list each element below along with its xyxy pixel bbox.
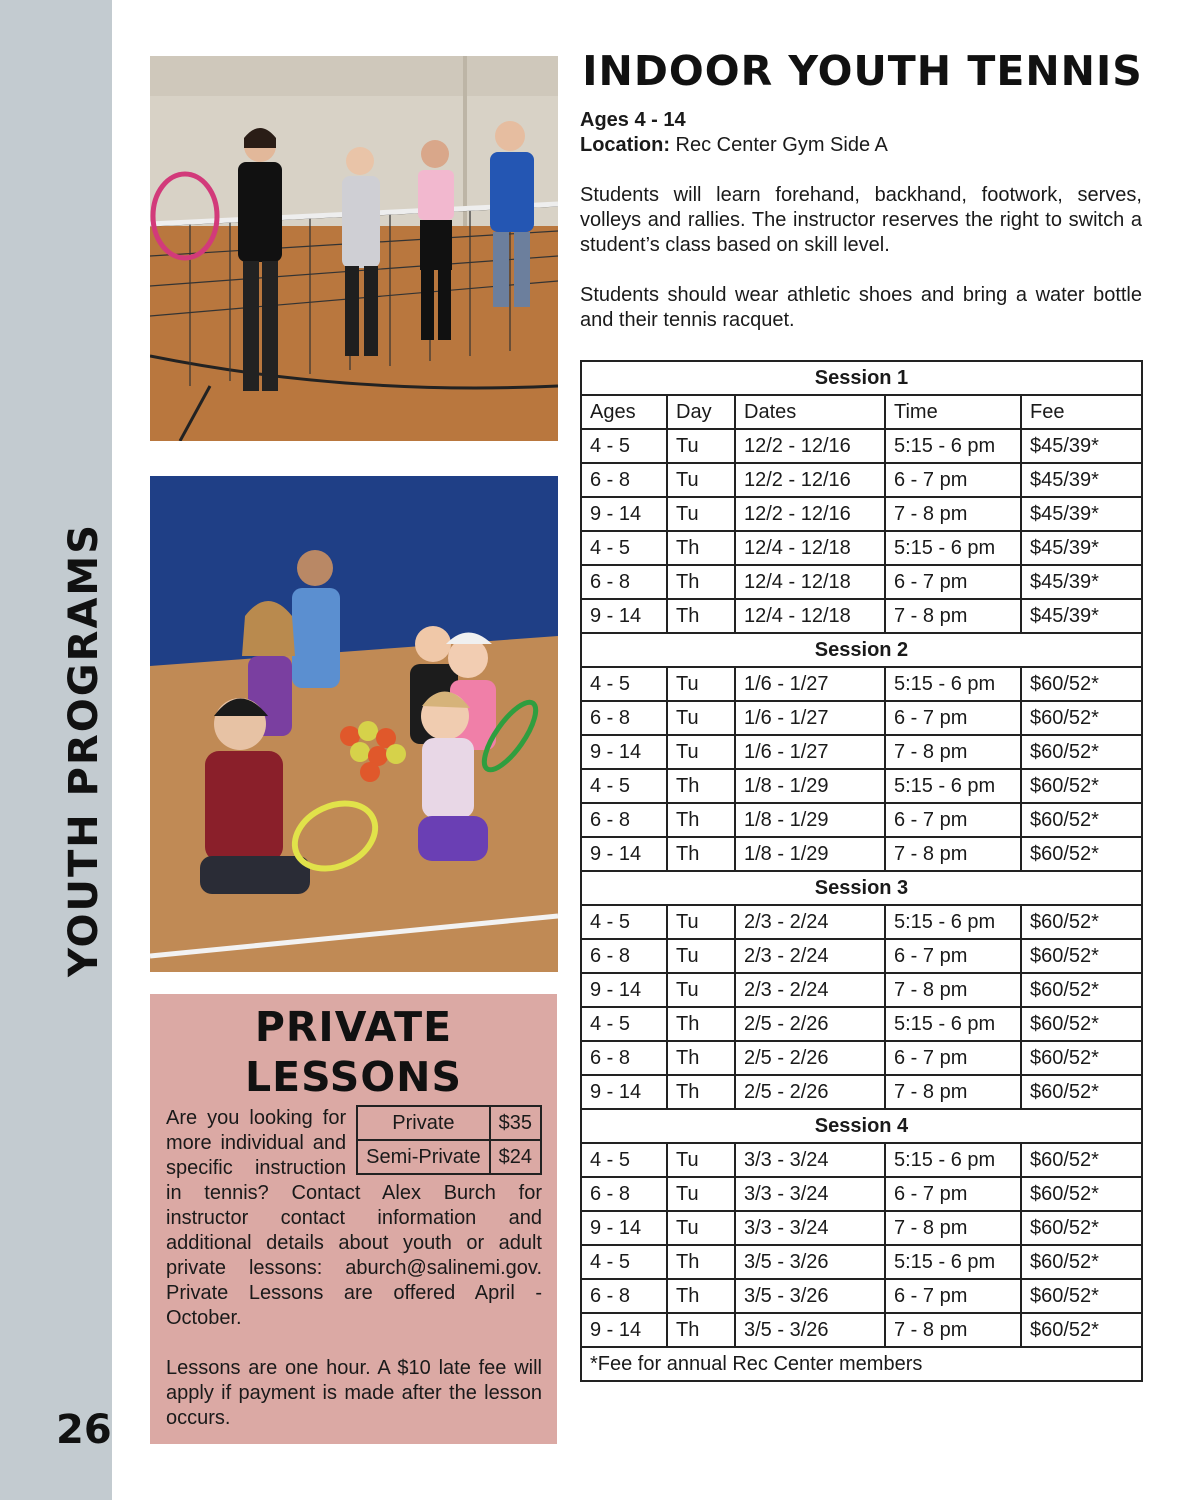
cell-dates: 2/5 - 2/26 — [735, 1041, 885, 1075]
private-lessons-title: PRIVATE LESSONS — [244, 1003, 463, 1101]
cell-day: Th — [667, 565, 735, 599]
table-row — [581, 973, 1142, 1007]
cell-dates: 1/6 - 1/27 — [735, 667, 885, 701]
session-title: Session 1 — [581, 361, 1142, 395]
cell-time: 6 - 7 pm — [885, 701, 1021, 735]
table-row — [581, 1211, 1142, 1245]
cell-ages: 4 - 5 — [581, 531, 667, 565]
cell-fee: $60/52* — [1021, 939, 1142, 973]
cell-time: 7 - 8 pm — [885, 735, 1021, 769]
cell-day: Th — [667, 1075, 735, 1109]
private-lessons-fee-note: Lessons are one hour. A $10 late fee will apply if payment is made after the lesson occurs. — [166, 1357, 542, 1429]
table-row — [581, 463, 1142, 497]
cell-dates: 1/6 - 1/27 — [735, 701, 885, 735]
cell-ages: 6 - 8 — [581, 463, 667, 497]
cell-dates: 12/4 - 12/18 — [735, 565, 885, 599]
session-title: Session 3 — [581, 871, 1142, 905]
private-lessons-paragraph: Are you looking for more individual and specific instruction in tennis? Contact Alex Burch for instructor contact information and additional details about youth or adult private lessons: aburch@salinemi.gov. Private Lessons are offered April - October. — [166, 1107, 542, 1329]
cell-fee: $60/52* — [1021, 667, 1142, 701]
cell-time: 7 - 8 pm — [885, 1313, 1021, 1347]
cell-dates: 2/3 - 2/24 — [735, 973, 885, 1007]
cell-day: Tu — [667, 735, 735, 769]
column-header-ages: Ages — [581, 395, 667, 429]
page-number: 26 — [56, 1407, 112, 1453]
cell-time: 5:15 - 6 pm — [885, 769, 1021, 803]
table-row — [581, 939, 1142, 973]
cell-time: 7 - 8 pm — [885, 1075, 1021, 1109]
session-header-row — [581, 871, 1142, 905]
cell-fee: $45/39* — [1021, 599, 1142, 633]
cell-ages: 4 - 5 — [581, 1245, 667, 1279]
private-lessons-text — [166, 1106, 542, 1456]
cell-fee: $45/39* — [1021, 497, 1142, 531]
price-value: $35 — [490, 1106, 541, 1140]
table-row — [581, 1075, 1142, 1109]
column-header-day: Day — [667, 395, 735, 429]
price-label: Private — [357, 1106, 489, 1140]
photo-kids-sitting — [150, 476, 558, 972]
cell-fee: $60/52* — [1021, 1177, 1142, 1211]
cell-dates: 12/2 - 12/16 — [735, 429, 885, 463]
cell-ages: 9 - 14 — [581, 599, 667, 633]
cell-dates: 3/5 - 3/26 — [735, 1279, 885, 1313]
cell-dates: 2/5 - 2/26 — [735, 1075, 885, 1109]
cell-ages: 9 - 14 — [581, 837, 667, 871]
cell-time: 7 - 8 pm — [885, 599, 1021, 633]
cell-day: Tu — [667, 463, 735, 497]
footnote-row — [581, 1347, 1142, 1381]
cell-dates: 2/3 - 2/24 — [735, 905, 885, 939]
cell-day: Th — [667, 599, 735, 633]
cell-ages: 9 - 14 — [581, 1313, 667, 1347]
cell-day: Tu — [667, 497, 735, 531]
cell-fee: $60/52* — [1021, 1007, 1142, 1041]
cell-fee: $60/52* — [1021, 735, 1142, 769]
cell-dates: 1/8 - 1/29 — [735, 769, 885, 803]
cell-dates: 12/4 - 12/18 — [735, 599, 885, 633]
cell-fee: $60/52* — [1021, 905, 1142, 939]
table-row — [581, 905, 1142, 939]
cell-fee: $60/52* — [1021, 769, 1142, 803]
table-row — [581, 599, 1142, 633]
cell-fee: $45/39* — [1021, 531, 1142, 565]
cell-day: Th — [667, 1245, 735, 1279]
cell-dates: 2/5 - 2/26 — [735, 1007, 885, 1041]
table-row — [581, 769, 1142, 803]
location-value: Rec Center Gym Side A — [670, 134, 888, 156]
cell-day: Th — [667, 1007, 735, 1041]
cell-dates: 1/6 - 1/27 — [735, 735, 885, 769]
cell-day: Th — [667, 803, 735, 837]
cell-day: Tu — [667, 1211, 735, 1245]
session-header-row — [581, 633, 1142, 667]
cell-time: 6 - 7 pm — [885, 565, 1021, 599]
cell-fee: $60/52* — [1021, 837, 1142, 871]
price-value: $24 — [490, 1140, 541, 1174]
cell-ages: 9 - 14 — [581, 497, 667, 531]
session-header-row — [581, 361, 1142, 395]
private-price-table — [356, 1105, 542, 1175]
cell-fee: $60/52* — [1021, 1279, 1142, 1313]
session-header-row — [581, 1109, 1142, 1143]
page-title: INDOOR YOUTH TENNIS — [582, 47, 1143, 95]
cell-time: 6 - 7 pm — [885, 803, 1021, 837]
cell-time: 6 - 7 pm — [885, 939, 1021, 973]
cell-day: Tu — [667, 939, 735, 973]
cell-dates: 3/5 - 3/26 — [735, 1313, 885, 1347]
cell-day: Th — [667, 1041, 735, 1075]
cell-day: Tu — [667, 973, 735, 1007]
table-row — [581, 735, 1142, 769]
cell-day: Th — [667, 769, 735, 803]
cell-day: Tu — [667, 1177, 735, 1211]
cell-time: 5:15 - 6 pm — [885, 905, 1021, 939]
cell-time: 5:15 - 6 pm — [885, 531, 1021, 565]
cell-day: Th — [667, 531, 735, 565]
table-row — [581, 1007, 1142, 1041]
cell-time: 7 - 8 pm — [885, 837, 1021, 871]
cell-day: Tu — [667, 905, 735, 939]
table-row — [581, 1313, 1142, 1347]
cell-fee: $45/39* — [1021, 565, 1142, 599]
table-row — [581, 837, 1142, 871]
cell-day: Tu — [667, 1143, 735, 1177]
cell-dates: 3/3 - 3/24 — [735, 1177, 885, 1211]
cell-dates: 12/2 - 12/16 — [735, 463, 885, 497]
cell-time: 7 - 8 pm — [885, 497, 1021, 531]
column-header-time: Time — [885, 395, 1021, 429]
cell-dates: 3/3 - 3/24 — [735, 1143, 885, 1177]
table-row — [581, 497, 1142, 531]
cell-fee: $60/52* — [1021, 1143, 1142, 1177]
cell-ages: 4 - 5 — [581, 1143, 667, 1177]
table-row — [581, 803, 1142, 837]
cell-fee: $60/52* — [1021, 1313, 1142, 1347]
fee-footnote: *Fee for annual Rec Center members — [581, 1347, 1142, 1381]
cell-ages: 9 - 14 — [581, 973, 667, 1007]
cell-fee: $45/39* — [1021, 429, 1142, 463]
table-row — [581, 1245, 1142, 1279]
cell-time: 5:15 - 6 pm — [885, 429, 1021, 463]
private-lessons-box — [150, 994, 557, 1444]
table-row — [581, 701, 1142, 735]
cell-day: Tu — [667, 701, 735, 735]
program-requirements: Students should wear athletic shoes and bring a water bottle and their tennis racquet. — [580, 284, 1142, 331]
cell-ages: 4 - 5 — [581, 1007, 667, 1041]
cell-fee: $60/52* — [1021, 1211, 1142, 1245]
location-line — [580, 133, 1142, 158]
session-title: Session 4 — [581, 1109, 1142, 1143]
table-row — [581, 1143, 1142, 1177]
cell-ages: 9 - 14 — [581, 735, 667, 769]
cell-fee: $60/52* — [1021, 1041, 1142, 1075]
cell-ages: 6 - 8 — [581, 939, 667, 973]
price-label: Semi-Private — [357, 1140, 489, 1174]
cell-time: 7 - 8 pm — [885, 1211, 1021, 1245]
table-row — [581, 667, 1142, 701]
table-row — [581, 1279, 1142, 1313]
table-row — [581, 1177, 1142, 1211]
cell-time: 5:15 - 6 pm — [885, 1245, 1021, 1279]
photo-kids-at-net — [150, 56, 558, 441]
cell-day: Tu — [667, 667, 735, 701]
cell-ages: 6 - 8 — [581, 565, 667, 599]
cell-time: 5:15 - 6 pm — [885, 1007, 1021, 1041]
cell-day: Th — [667, 1279, 735, 1313]
cell-day: Th — [667, 837, 735, 871]
cell-day: Tu — [667, 429, 735, 463]
program-description: Students will learn forehand, backhand, footwork, serves, volleys and rallies. The instructor reserves the right to switch a student’s class based on skill level. — [580, 184, 1142, 256]
cell-dates: 12/2 - 12/16 — [735, 497, 885, 531]
table-row — [581, 1041, 1142, 1075]
table-row — [581, 531, 1142, 565]
cell-day: Th — [667, 1313, 735, 1347]
section-label: YOUTH PROGRAMS — [61, 522, 107, 978]
cell-fee: $60/52* — [1021, 701, 1142, 735]
program-intro — [580, 108, 1142, 358]
session-title: Session 2 — [581, 633, 1142, 667]
cell-ages: 6 - 8 — [581, 1041, 667, 1075]
cell-time: 6 - 7 pm — [885, 1279, 1021, 1313]
cell-time: 6 - 7 pm — [885, 463, 1021, 497]
cell-fee: $45/39* — [1021, 463, 1142, 497]
price-row — [357, 1140, 541, 1174]
cell-fee: $60/52* — [1021, 803, 1142, 837]
cell-dates: 3/3 - 3/24 — [735, 1211, 885, 1245]
cell-dates: 3/5 - 3/26 — [735, 1245, 885, 1279]
cell-time: 6 - 7 pm — [885, 1177, 1021, 1211]
cell-dates: 1/8 - 1/29 — [735, 803, 885, 837]
schedule-table — [580, 360, 1143, 1382]
column-header-row — [581, 395, 1142, 429]
cell-fee: $60/52* — [1021, 1245, 1142, 1279]
location-label: Location: — [580, 134, 670, 156]
cell-time: 5:15 - 6 pm — [885, 1143, 1021, 1177]
cell-ages: 6 - 8 — [581, 701, 667, 735]
column-header-fee: Fee — [1021, 395, 1142, 429]
cell-ages: 4 - 5 — [581, 429, 667, 463]
cell-time: 7 - 8 pm — [885, 973, 1021, 1007]
table-row — [581, 565, 1142, 599]
cell-ages: 6 - 8 — [581, 1177, 667, 1211]
cell-ages: 4 - 5 — [581, 769, 667, 803]
cell-fee: $60/52* — [1021, 1075, 1142, 1109]
cell-fee: $60/52* — [1021, 973, 1142, 1007]
cell-ages: 4 - 5 — [581, 905, 667, 939]
table-row — [581, 429, 1142, 463]
cell-ages: 9 - 14 — [581, 1211, 667, 1245]
ages-label: Ages 4 - 14 — [580, 109, 686, 131]
column-header-dates: Dates — [735, 395, 885, 429]
cell-dates: 12/4 - 12/18 — [735, 531, 885, 565]
cell-dates: 1/8 - 1/29 — [735, 837, 885, 871]
cell-ages: 6 - 8 — [581, 1279, 667, 1313]
price-row — [357, 1106, 541, 1140]
cell-ages: 6 - 8 — [581, 803, 667, 837]
cell-dates: 2/3 - 2/24 — [735, 939, 885, 973]
cell-ages: 9 - 14 — [581, 1075, 667, 1109]
cell-time: 5:15 - 6 pm — [885, 667, 1021, 701]
cell-ages: 4 - 5 — [581, 667, 667, 701]
cell-time: 6 - 7 pm — [885, 1041, 1021, 1075]
